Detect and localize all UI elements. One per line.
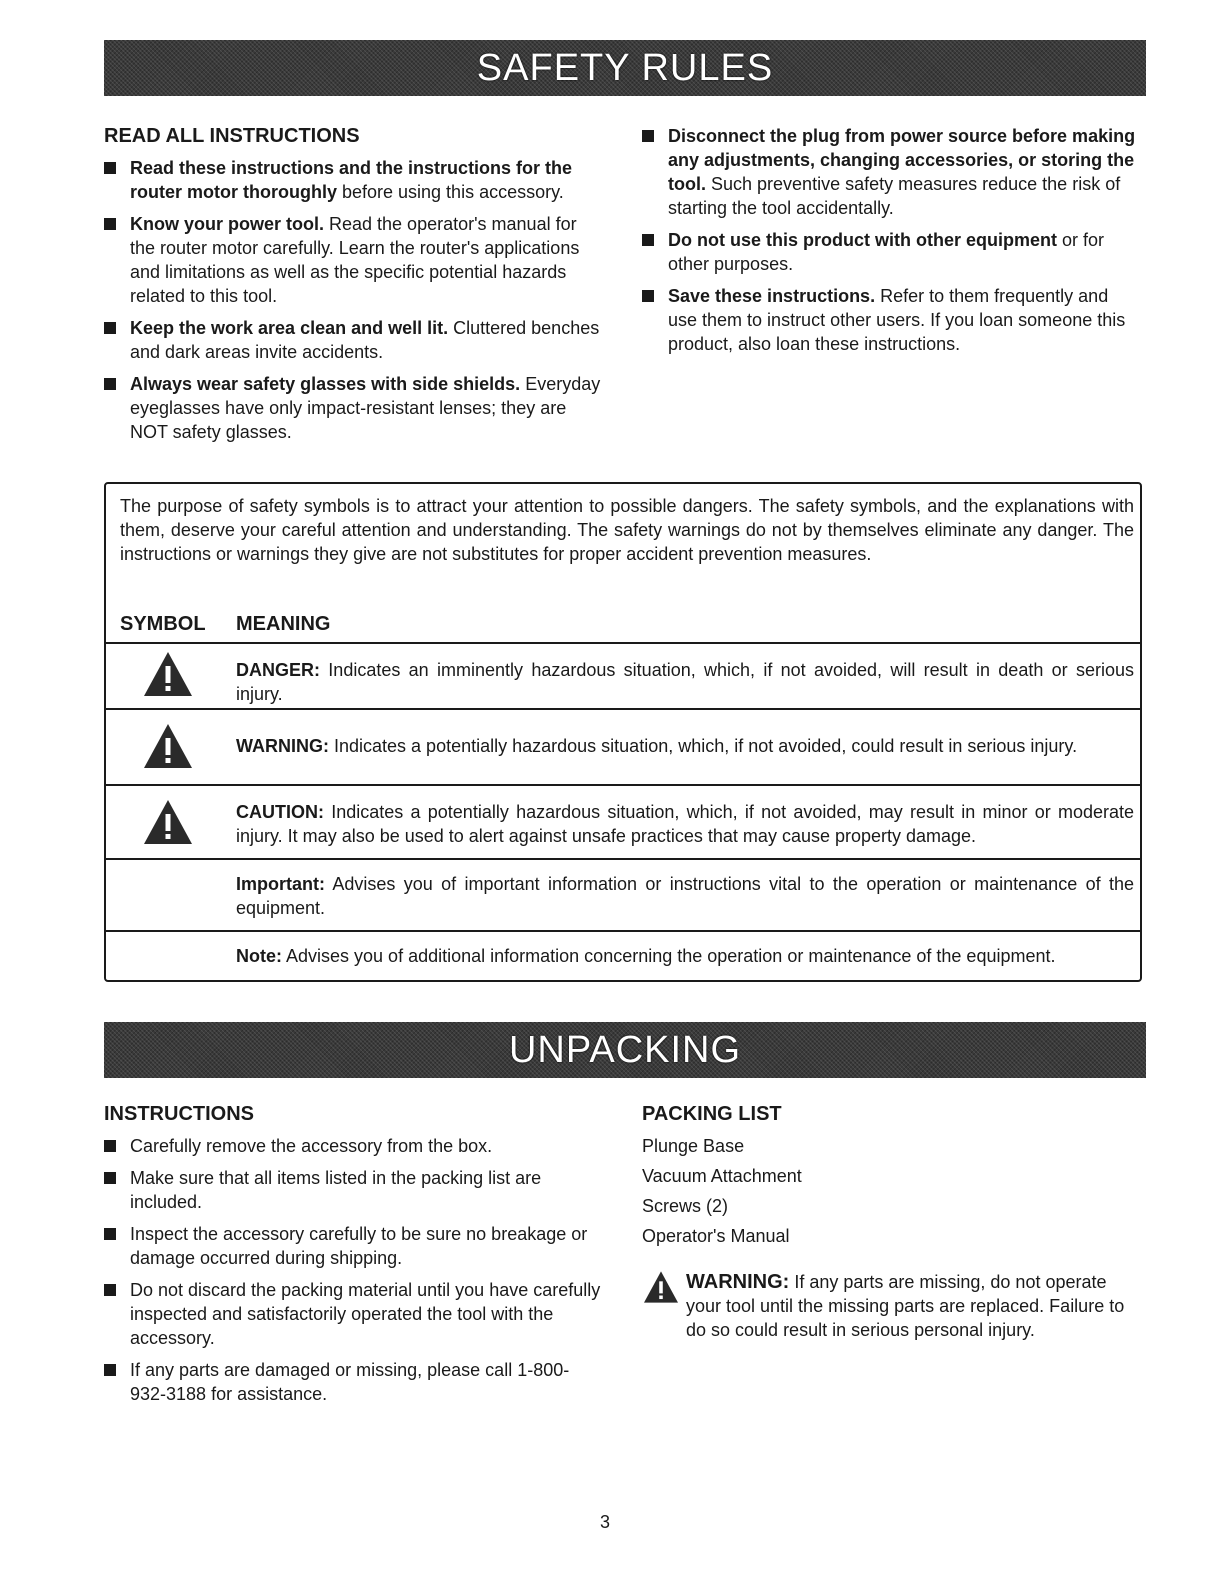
list-item: Screws (2): [642, 1196, 729, 1216]
list-item: Know your power tool. Read the operator's manual for the router motor carefully. Learn the router's applications and limitations as well as the specific potential hazards related to this tool.: [104, 212, 604, 308]
safety-left-list: [104, 156, 604, 444]
danger-description: DANGER: Indicates an imminently hazardous situation, which, if not avoided, will result in death or serious injury.: [236, 660, 1134, 704]
symbol-row-note: [106, 930, 1140, 980]
safety-symbols-box: [104, 482, 1142, 982]
safety-right-list: [642, 124, 1136, 356]
list-item: Carefully remove the accessory from the box.: [104, 1134, 604, 1158]
packing-list: [642, 1134, 1136, 1248]
symbols-table-header: [120, 612, 330, 636]
important-description: Important: Advises you of important information or instructions vital to the operation or maintenance of the equipment.: [236, 874, 1134, 918]
bullet-square-icon: [104, 1364, 116, 1376]
bullet-square-icon: [104, 378, 116, 390]
caution-description: CAUTION: Indicates a potentially hazardous situation, which, if not avoided, may result in minor or moderate injury. It may also be used to alert against unsafe practices that may cause property damage.: [236, 802, 1134, 846]
unpacking-instructions-column: [104, 1102, 604, 1414]
column-header-meaning: MEANING: [236, 613, 331, 635]
symbol-row-warning: [106, 708, 1140, 784]
unpacking-title: UNPACKING: [508, 1028, 742, 1071]
list-item: Do not discard the packing material until you have carefully inspected and satisfactorily operated the tool with the accessory.: [104, 1278, 604, 1350]
bullet-square-icon: [104, 1284, 116, 1296]
symbol-row-danger: [106, 642, 1140, 708]
bullet-square-icon: [104, 1140, 116, 1152]
packing-list-column: [642, 1102, 1136, 1342]
warning-triangle-icon: [142, 650, 194, 704]
safety-right-column: [642, 124, 1136, 364]
list-item: Read these instructions and the instructions for the router motor thoroughly before using this accessory.: [104, 156, 604, 204]
page-number: 3: [599, 1512, 610, 1532]
symbol-row-caution: [106, 784, 1140, 858]
list-item: Always wear safety glasses with side shields. Everyday eyeglasses have only impact-resistant lenses; they are NOT safety glasses.: [104, 372, 604, 444]
warning-triangle-icon: [642, 1270, 680, 1310]
warning-description: WARNING: Indicates a potentially hazardous situation, which, if not avoided, could result in serious injury.: [236, 736, 1078, 756]
bullet-square-icon: [104, 1172, 116, 1184]
list-item: Make sure that all items listed in the packing list are included.: [104, 1166, 604, 1214]
list-item: Operator's Manual: [642, 1226, 790, 1246]
read-instructions-heading: READ ALL INSTRUCTIONS: [104, 125, 360, 147]
list-item: Do not use this product with other equipment or for other purposes.: [642, 228, 1136, 276]
list-item: If any parts are damaged or missing, please call 1-800-932-3188 for assistance.: [104, 1358, 604, 1406]
list-item: Keep the work area clean and well lit. Cluttered benches and dark areas invite accidents.: [104, 316, 604, 364]
bullet-square-icon: [104, 162, 116, 174]
bullet-square-icon: [642, 290, 654, 302]
safety-left-column: [104, 124, 604, 452]
bullet-square-icon: [104, 218, 116, 230]
bullet-square-icon: [104, 1228, 116, 1240]
bullet-square-icon: [104, 322, 116, 334]
symbol-row-important: [106, 858, 1140, 930]
unpacking-banner: [104, 1022, 1146, 1078]
warning-triangle-icon: [142, 798, 194, 852]
instructions-heading: INSTRUCTIONS: [104, 1103, 254, 1125]
column-header-symbol: SYMBOL: [120, 613, 206, 635]
packing-list-heading: PACKING LIST: [642, 1103, 782, 1125]
safety-rules-banner: [104, 40, 1146, 96]
warning-text: If any parts are missing, do not operate your tool until the missing parts are replaced. Failure to do so could result in serious personal injury.: [686, 1272, 1125, 1340]
symbols-intro: The purpose of safety symbols is to attract your attention to possible dangers. The safety symbols, and the explanations with them, deserve your careful attention and understanding. The safety warnings do not by themselves eliminate any danger. The instructions or warnings they give are not substitutes for proper accident prevention measures.: [120, 496, 1134, 564]
list-item: Inspect the accessory carefully to be sure no breakage or damage occurred during shipping.: [104, 1222, 604, 1270]
list-item: Plunge Base: [642, 1136, 745, 1156]
list-item: Disconnect the plug from power source before making any adjustments, changing accessories, or storing the tool. Such preventive safety measures reduce the risk of starting the tool accidentally.: [642, 124, 1136, 220]
missing-parts-warning: [642, 1270, 1126, 1342]
list-item: Save these instructions. Refer to them frequently and use them to instruct other users. If you loan someone this product, also loan these instructions.: [642, 284, 1136, 356]
note-description: Note: Advises you of additional information concerning the operation or maintenance of the equipment.: [236, 946, 1056, 966]
instructions-list: [104, 1134, 604, 1406]
warning-label: WARNING:: [686, 1271, 790, 1293]
bullet-square-icon: [642, 130, 654, 142]
safety-rules-title: SAFETY RULES: [476, 46, 774, 89]
warning-triangle-icon: [142, 722, 194, 776]
bullet-square-icon: [642, 234, 654, 246]
list-item: Vacuum Attachment: [642, 1166, 802, 1186]
